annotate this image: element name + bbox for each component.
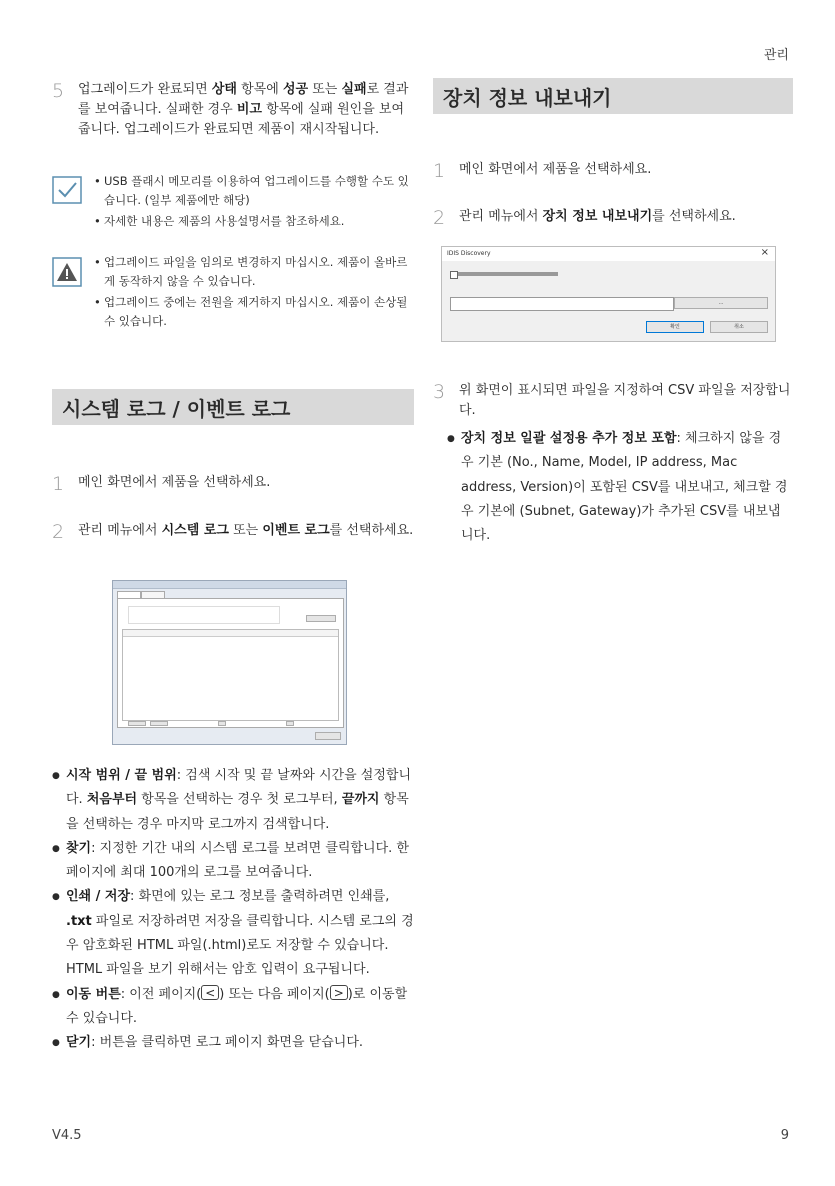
cancel-button: 취소 bbox=[710, 321, 768, 333]
header-section-label: 관리 bbox=[763, 48, 789, 63]
step-text: 관리 메뉴에서 장치 정보 내보내기를 선택하세요. bbox=[459, 209, 736, 224]
step-number: 1 bbox=[433, 160, 446, 182]
step-number: 5 bbox=[52, 80, 65, 102]
note-box-info bbox=[52, 172, 414, 233]
close-button bbox=[315, 732, 341, 740]
bullet-range: ● 시작 범위 / 끝 범위: 검색 시작 및 끝 날짜와 시간을 설정합니다. 처음부터 항목을 선택하는 경우 첫 로그부터, 끝까지 항목을 선택하는 경우 마지막 로그까지 검색합니다. bbox=[52, 764, 414, 837]
prev-icon: < bbox=[201, 985, 219, 1000]
log-panel bbox=[117, 598, 344, 728]
log-table-header bbox=[123, 630, 338, 637]
note-item: • 자세한 내용은 제품의 사용설명서를 참조하세요. bbox=[92, 212, 414, 231]
note-item: • 업그레이드 중에는 전원을 제거하지 마십시오. 제품이 손상될 수 있습니다. bbox=[92, 293, 414, 331]
step-text: 관리 메뉴에서 시스템 로그 또는 이벤트 로그를 선택하세요. bbox=[78, 523, 414, 538]
export-options-list bbox=[447, 427, 793, 548]
warning-icon bbox=[52, 253, 92, 333]
upgrade-step-5 bbox=[52, 80, 414, 140]
prev-page-button bbox=[218, 721, 226, 726]
export-step-3 bbox=[433, 381, 793, 421]
dialog-close-icon: × bbox=[760, 247, 769, 258]
dialog-title: IDIS Discovery bbox=[447, 250, 491, 257]
bullet-find: ● 찾기: 지정한 기간 내의 시스템 로그를 보려면 클릭합니다. 한 페이지에 최대 100개의 로그를 보여줍니다. bbox=[52, 837, 414, 886]
step-text: 위 화면이 표시되면 파일을 지정하여 CSV 파일을 저장합니다. bbox=[459, 383, 791, 418]
log-step-1 bbox=[52, 473, 414, 495]
log-table bbox=[122, 629, 339, 721]
step-number: 2 bbox=[52, 521, 65, 543]
note-box-warning bbox=[52, 253, 414, 333]
checkbox-label bbox=[458, 272, 558, 276]
step-text: 메인 화면에서 제품을 선택하세요. bbox=[78, 475, 271, 490]
browse-button: ... bbox=[674, 297, 768, 309]
step-number: 3 bbox=[433, 381, 446, 403]
footer-page-number: 9 bbox=[780, 1128, 789, 1143]
log-options-list bbox=[52, 764, 414, 1056]
footer-version: V4.5 bbox=[52, 1128, 82, 1143]
log-step-2 bbox=[52, 521, 414, 543]
export-step-1 bbox=[433, 160, 793, 182]
step-number: 1 bbox=[52, 473, 65, 495]
step-number: 2 bbox=[433, 207, 446, 229]
bullet-print-save: ● 인쇄 / 저장: 화면에 있는 로그 정보를 출력하려면 인쇄를, .txt 파일로 저장하려면 저장을 클릭합니다. 시스템 로그의 경우 암호화된 HTML 파일(.html)로도 저장할 수 있습니다. HTML 파일을 보기 위해서는 암호 입력이 요구됩니다. bbox=[52, 885, 414, 982]
next-icon: > bbox=[330, 985, 348, 1000]
bullet-extra-info: ● 장치 정보 일괄 설정용 추가 정보 포함: 체크하지 않을 경우 기본 (No., Name, Model, IP address, Mac address, Version)이 포함된 CSV를 내보내고, 체크할 경우 기본에 (Subnet, Gateway)가 추가된 CSV를 내보냅니다. bbox=[447, 427, 793, 548]
save-button bbox=[150, 721, 168, 726]
note-item: • USB 플래시 메모리를 이용하여 업그레이드를 수행할 수도 있습니다. (일부 제품에만 해당) bbox=[92, 172, 414, 210]
ok-button: 확인 bbox=[646, 321, 704, 333]
bullet-close: ● 닫기: 버튼을 클릭하면 로그 페이지 화면을 닫습니다. bbox=[52, 1031, 414, 1055]
window-titlebar bbox=[113, 581, 346, 589]
section-title-system-log: 시스템 로그 / 이벤트 로그 bbox=[52, 389, 414, 425]
file-path-field bbox=[450, 297, 674, 311]
section-title-export-device-info: 장치 정보 내보내기 bbox=[433, 78, 793, 114]
step-text: 메인 화면에서 제품을 선택하세요. bbox=[459, 162, 652, 177]
note-item: • 업그레이드 파일을 임의로 변경하지 마십시오. 제품이 올바르게 동작하지 않을 수 있습니다. bbox=[92, 253, 414, 291]
bullet-nav-buttons: ● 이동 버튼: 이전 페이지( < ) 또는 다음 페이지( > )로 이동할 수 있습니다. bbox=[52, 983, 414, 1032]
system-log-window-screenshot bbox=[112, 580, 347, 745]
include-extra-info-checkbox bbox=[450, 271, 458, 279]
dialog-titlebar bbox=[442, 247, 775, 261]
print-button bbox=[128, 721, 146, 726]
range-fields bbox=[128, 606, 280, 624]
export-dialog-screenshot bbox=[441, 246, 776, 342]
next-page-button bbox=[286, 721, 294, 726]
find-button bbox=[306, 615, 336, 622]
checkmark-icon bbox=[52, 172, 92, 233]
step-text: 업그레이드가 완료되면 상태 항목에 성공 또는 실패로 결과를 보여줍니다. 실패한 경우 비고 항목에 실패 원인을 보여줍니다. 업그레이드가 완료되면 제품이 재시작됩니다. bbox=[78, 82, 409, 137]
export-step-2 bbox=[433, 207, 793, 229]
